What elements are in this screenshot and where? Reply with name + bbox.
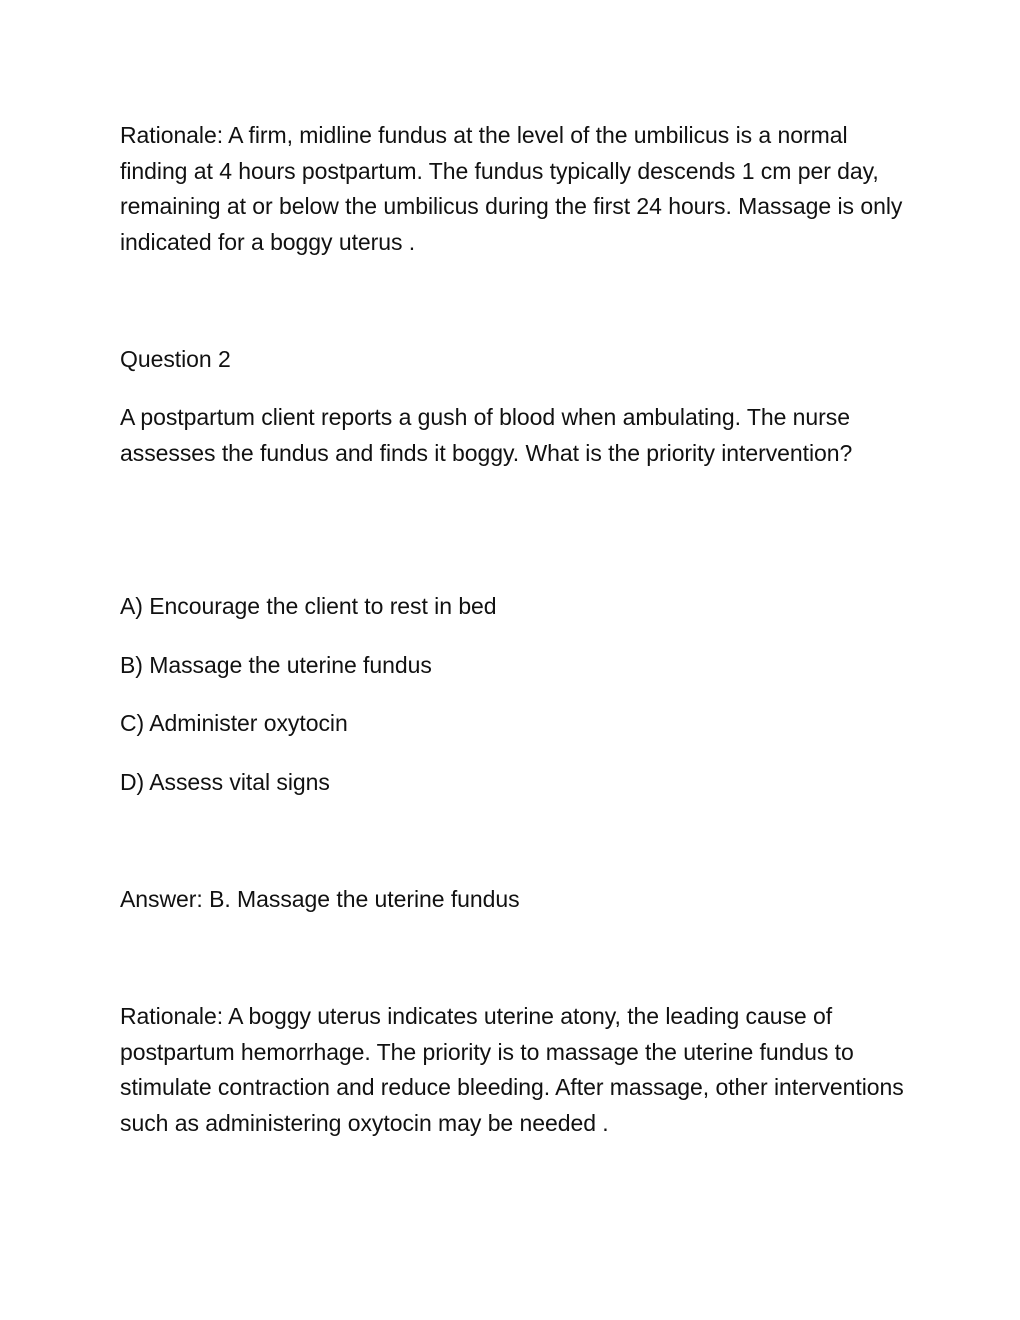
answer-option-a: A) Encourage the client to rest in bed [120,593,497,619]
answer-option-d: D) Assess vital signs [120,769,330,795]
answer-option-c: C) Administer oxytocin [120,710,348,736]
question-heading: Question 2 [120,346,231,372]
answer-line: Answer: B. Massage the uterine fundus [120,886,520,912]
question-2-rationale: Rationale: A boggy uterus indicates uterine atony, the leading cause of postpartum hemorrhage. The priority is to massage the uterine fundus to stimulate contraction and reduce bleeding. After massage, other interventions such as administering oxytocin may be needed . [120,1003,904,1136]
question-stem: A postpartum client reports a gush of blood when ambulating. The nurse assesses the fundus and finds it boggy. What is the priority intervention? [120,404,853,466]
answer-option-b: B) Massage the uterine fundus [120,652,432,678]
previous-question-rationale: Rationale: A firm, midline fundus at the level of the umbilicus is a normal finding at 4 hours postpartum. The fundus typically descends 1 cm per day, remaining at or below the umbilicus during the first 24 hours. Massage is only indicated for a boggy uterus . [120,122,903,255]
